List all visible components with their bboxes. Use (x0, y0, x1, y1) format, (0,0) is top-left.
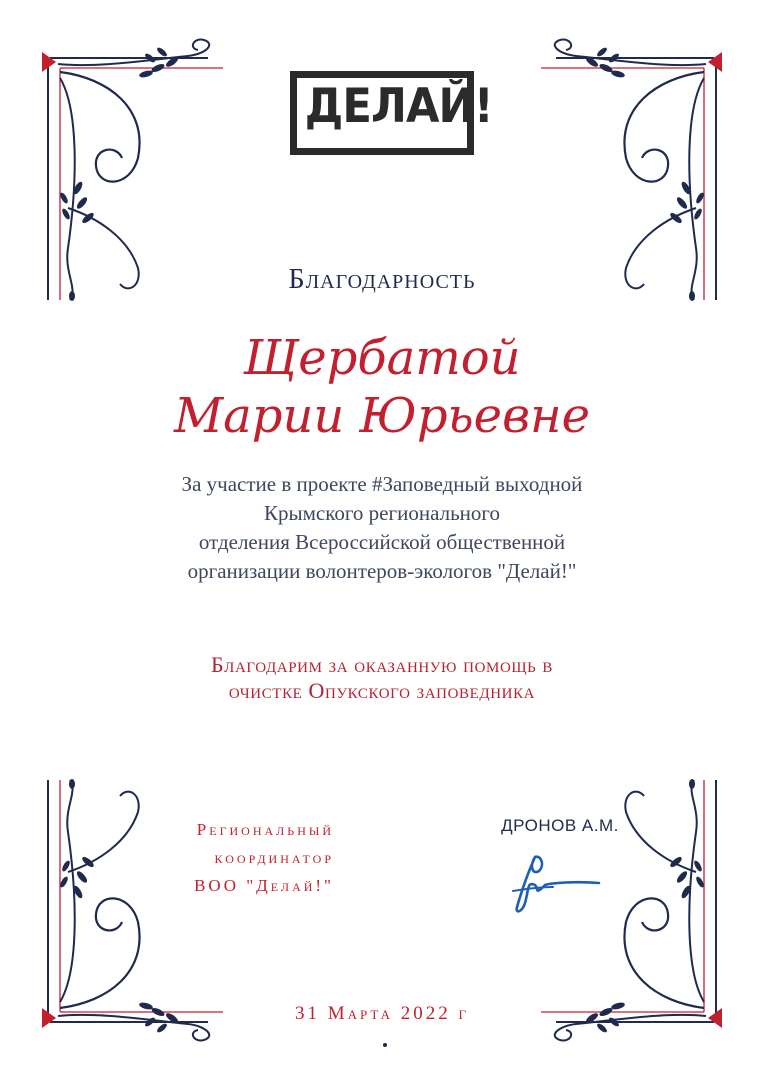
participation-line: За участие в проекте #Заповедный выходной (181, 472, 583, 496)
coordinator-title (14, 816, 334, 900)
decorative-dot (383, 1043, 387, 1047)
logo-text: ДЕЛАЙ! (304, 79, 493, 134)
ornamental-corner-icon (38, 772, 228, 1042)
document-title: Благодарность (288, 264, 476, 295)
participation-line: Крымского регионального (263, 501, 500, 525)
participation-line: отделения Всероссийской общественной (198, 530, 566, 554)
thanks-text (80, 652, 684, 704)
recipient-given-name: Марии Юрьевне (173, 388, 591, 444)
signature-icon (505, 845, 605, 920)
logo (290, 71, 493, 155)
thanks-line: очистке Опукского заповедника (228, 678, 536, 703)
coordinator-line: ВОО "Делай!" (194, 876, 334, 895)
issue-date: 31 Марта 2022 г (294, 1003, 470, 1024)
recipient-surname: Щербатой (243, 330, 521, 386)
participation-text (90, 470, 674, 586)
participation-line: организации волонтеров-экологов "Делай!" (187, 559, 577, 583)
coordinator-line: Региональный (196, 820, 334, 839)
coordinator-line: координатор (214, 848, 334, 867)
thanks-line: Благодарим за оказанную помощь в (210, 652, 554, 677)
signer-name: ДРОНОВ А.М. (501, 816, 619, 835)
